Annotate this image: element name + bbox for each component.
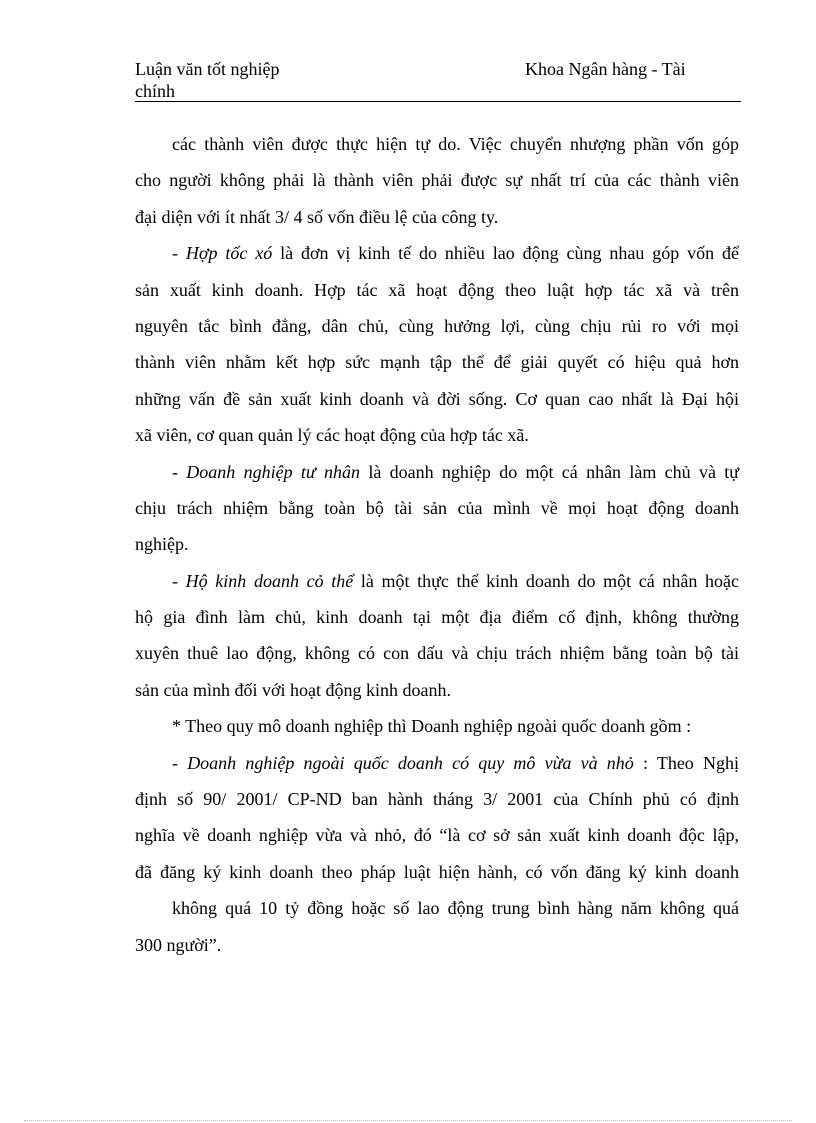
term-sme: Doanh nghiệp ngoài quốc doanh có quy mô vừa và nhỏ: [187, 752, 634, 773]
page-bottom-divider: [24, 1120, 792, 1121]
text-line: - Doanh nghiệp ngoài quốc doanh có quy mô vừa và nhỏ : Theo Nghị: [172, 752, 739, 773]
text-line: nguyên tắc bình đẳng, dân chủ, cùng hưởng lợi, cùng chịu rủi ro với mọi: [135, 315, 739, 336]
header-faculty-continued: chính: [135, 81, 175, 101]
text-line: * Theo quy mô doanh nghiệp thì Doanh nghiệp ngoài quốc doanh gồm :: [172, 716, 692, 737]
term-household-business: Hộ kinh doanh cỏ thể: [185, 570, 354, 591]
term-cooperative: Hợp tốc xó: [185, 243, 273, 264]
text-line: hộ gia đình làm chủ, kinh doanh tại một địa điểm cố định, không thường: [135, 607, 739, 628]
text-line: 300 người”.: [135, 934, 222, 955]
text-line: thành viên nhằm kết hợp sức mạnh tập thể để giải quyết có hiệu quả hơn: [135, 352, 739, 373]
text-line: nghĩa về doanh nghiệp vừa và nhỏ, đó “là cơ sở sản xuất kinh doanh độc lập,: [135, 825, 739, 846]
text-line: xã viên, cơ quan quản lý các hoạt động của hợp tác xã.: [135, 425, 529, 446]
text-line: - Hộ kinh doanh cỏ thể là một thực thể kinh doanh do một cá nhân hoặc: [172, 570, 740, 591]
term-private-enterprise: Doanh nghiệp tư nhân: [186, 461, 361, 482]
text-line: những vấn đề sản xuất kinh doanh và đời sống. Cơ quan cao nhất là Đại hội: [135, 388, 739, 409]
text-line: chịu trách nhiệm bằng toàn bộ tài sản của mình về mọi hoạt động doanh: [135, 497, 739, 518]
body-text: [135, 126, 739, 963]
header-thesis-title: Luận văn tốt nghiệp: [135, 59, 280, 79]
text-line: các thành viên được thực hiện tự do. Việc chuyển nhượng phần vốn góp: [172, 134, 739, 154]
text-line: đã đăng ký kinh doanh theo pháp luật hiện hành, có vốn đăng ký kinh doanh: [135, 861, 739, 882]
text-line: nghiệp.: [135, 534, 189, 555]
text-line: cho người không phải là thành viên phải được sự nhất trí của các thành viên: [135, 170, 739, 191]
text-line: xuyên thuê lao động, không có con dấu và chịu trách nhiệm bằng toàn bộ tài: [135, 643, 739, 664]
text-line: sản của mình đối với hoạt động kinh doanh.: [135, 679, 451, 700]
header-faculty: Khoa Ngân hàng - Tài: [525, 59, 686, 79]
text-line: đại diện với ít nhất 3/ 4 số vốn điều lệ của công ty.: [135, 206, 499, 227]
text-line: sản xuất kinh doanh. Hợp tác xã hoạt động theo luật hợp tác xã và trên: [135, 279, 739, 300]
text-line: không quá 10 tỷ đồng hoặc số lao động trung bình hàng năm không quá: [172, 898, 739, 919]
page-header: [135, 58, 741, 101]
header-divider: [135, 101, 741, 102]
text-line: - Doanh nghiệp tư nhân là doanh nghiệp do một cá nhân làm chủ và tự: [172, 461, 739, 482]
text-line: định số 90/ 2001/ CP-ND ban hành tháng 3/ 2001 của Chính phủ có định: [135, 789, 739, 810]
text-line: - Hợp tốc xó là đơn vị kinh tế do nhiều lao động cùng nhau góp vốn để: [172, 243, 739, 264]
